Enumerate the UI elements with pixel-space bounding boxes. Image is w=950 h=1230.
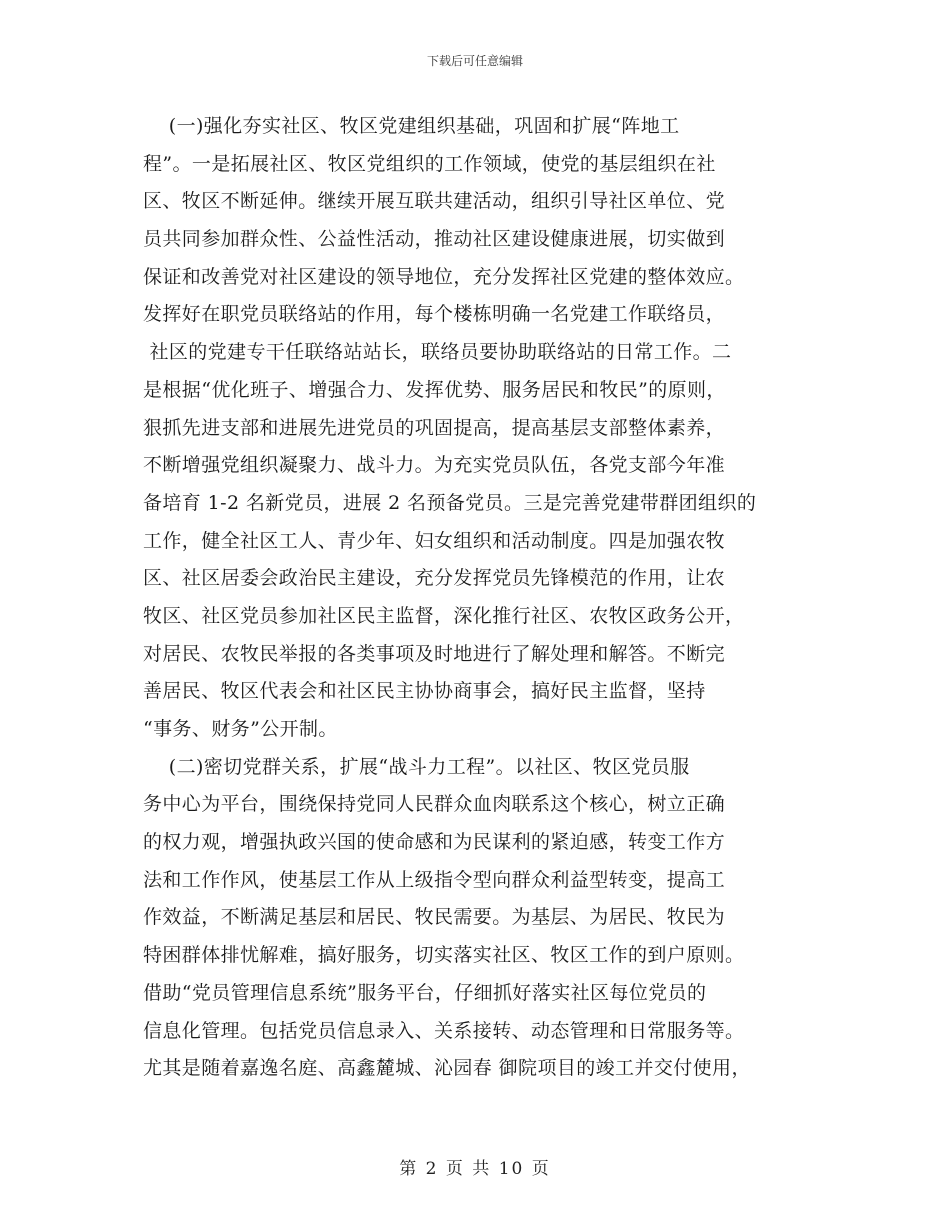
text-line: (一)强化夯实社区、牧区党建组织基础，巩固和扩展“阵地工 — [143, 115, 680, 137]
text-line: “事务、财务”公开制。 — [143, 718, 338, 740]
text-line: 作效益，不断满足基层和居民、牧民需要。为基层、为居民、牧民为 — [143, 906, 726, 929]
text-line: 务中心为平台，围绕保持党同人民群众血肉联系这个核心，树立正确 — [143, 793, 726, 816]
text-line: 法和工作作风，使基层工作从上级指令型向群众利益型转变，提高工 — [143, 868, 726, 891]
text-line: 发挥好在职党员联络站的作用，每个楼栋明确一名党建工作联络员， — [143, 303, 726, 326]
text-line: 社区的党建专干任联络站站长，联络员要协助联络站的日常工作。二 — [143, 341, 732, 364]
text-line: 是根据“优化班子、增强合力、发挥优势、服务居民和牧民”的原则， — [143, 378, 726, 401]
text-line: 员共同参加群众性、公益性活动，推动社区建设健康进展，切实做到 — [143, 228, 726, 251]
page-footer: 第 2 页 共 10 页 — [399, 1159, 551, 1179]
page-header: 下载后可任意编辑 — [426, 54, 523, 68]
text-line: 工作，健全社区工人、青少年、妇女组织和活动制度。四是加强农牧 — [143, 529, 726, 552]
text-line: 尤其是随着嘉逸名庭、高鑫麓城、沁园春 御院项目的竣工并交付使用， — [143, 1057, 751, 1080]
text-line: 借助“党员管理信息系统”服务平台，仔细抓好落实社区每位党员的 — [143, 981, 707, 1004]
text-line: 不断增强党组织凝聚力、战斗力。为充实党员队伍，各党支部今年准 — [143, 454, 726, 477]
text-line: 区、社区居委会政治民主建设，充分发挥党员先锋模范的作用，让农 — [143, 567, 726, 590]
text-line: (二)密切党群关系，扩展“战斗力工程”。以社区、牧区党员服 — [143, 755, 690, 778]
text-line: 备培育 1-2 名新党员，进展 2 名预备党员。三是完善党建带群团组织的 — [143, 491, 757, 514]
text-line: 狠抓先进支部和进展先进党员的巩固提高，提高基层支部整体素养， — [143, 416, 726, 439]
text-line: 保证和改善党对社区建设的领导地位，充分发挥社区党建的整体效应。 — [143, 265, 745, 288]
text-line: 的权力观，增强执政兴国的使命感和为民谋利的紧迫感，转变工作方 — [143, 831, 726, 854]
text-line: 程”。一是拓展社区、牧区党组织的工作领域，使党的基层组织在社 — [143, 152, 716, 175]
text-line: 信息化管理。包括党员信息录入、关系接转、动态管理和日常服务等。 — [143, 1019, 745, 1042]
text-line: 特困群体排忧解难，搞好服务，切实落实社区、牧区工作的到户原则。 — [143, 944, 745, 967]
text-line: 区、牧区不断延伸。继续开展互联共建活动，组织引导社区单位、党 — [143, 190, 726, 213]
document-body — [143, 108, 823, 1088]
text-line: 牧区、社区党员参加社区民主监督，深化推行社区、农牧区政务公开， — [143, 604, 745, 627]
text-line: 善居民、牧区代表会和社区民主协协商事会，搞好民主监督，坚持 — [143, 680, 706, 703]
text-line: 对居民、农牧民举报的各类事项及时地进行了解处理和解答。不断完 — [143, 642, 726, 665]
